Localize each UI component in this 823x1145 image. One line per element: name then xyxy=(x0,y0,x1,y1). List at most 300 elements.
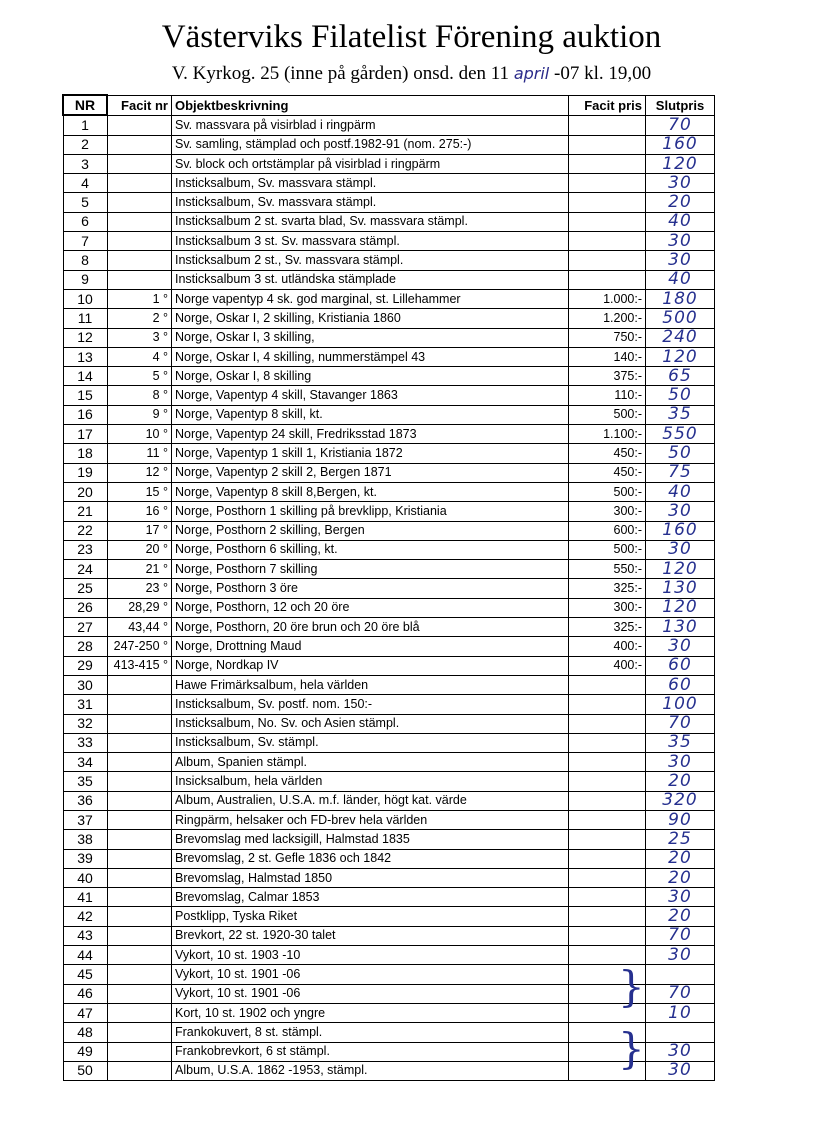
object-description: Norge, Posthorn, 20 öre brun och 20 öre blå xyxy=(172,618,569,637)
table-row xyxy=(63,772,715,791)
lot-number: 15 xyxy=(63,386,107,405)
handwritten-brace-45-46: } xyxy=(618,962,645,1011)
table-row xyxy=(63,463,715,482)
facit-price xyxy=(569,115,646,135)
final-price: 30 xyxy=(646,946,715,965)
facit-number xyxy=(107,733,172,752)
facit-price xyxy=(569,212,646,231)
table-row xyxy=(63,1061,715,1080)
table-row xyxy=(63,135,715,154)
facit-number: 28,29 ° xyxy=(107,598,172,617)
lot-number: 35 xyxy=(63,772,107,791)
object-description: Frankobrevkort, 6 st stämpl. xyxy=(172,1042,569,1061)
facit-number xyxy=(107,251,172,270)
lot-number: 4 xyxy=(63,174,107,193)
lot-number: 44 xyxy=(63,946,107,965)
table-row xyxy=(63,849,715,868)
facit-number xyxy=(107,830,172,849)
object-description: Vykort, 10 st. 1901 -06 xyxy=(172,965,569,984)
lot-number: 31 xyxy=(63,695,107,714)
object-description: Insticksalbum 3 st. utländska stämplade xyxy=(172,270,569,289)
facit-number xyxy=(107,907,172,926)
page-title: Västerviks Filatelist Förening auktion xyxy=(161,19,662,55)
facit-number xyxy=(107,174,172,193)
lot-number: 16 xyxy=(63,405,107,424)
table-row xyxy=(63,482,715,501)
facit-number xyxy=(107,1061,172,1080)
final-price: 20 xyxy=(646,849,715,868)
lot-number: 47 xyxy=(63,1003,107,1022)
facit-number: 3 ° xyxy=(107,328,172,347)
lot-number: 24 xyxy=(63,560,107,579)
lot-number: 40 xyxy=(63,868,107,887)
lot-number: 20 xyxy=(63,482,107,501)
table-row xyxy=(63,695,715,714)
final-price: 35 xyxy=(646,405,715,424)
table-row xyxy=(63,115,715,135)
final-price: 70 xyxy=(646,926,715,945)
facit-price xyxy=(569,888,646,907)
facit-price xyxy=(569,926,646,945)
object-description: Norge, Vapentyp 24 skill, Fredriksstad 1873 xyxy=(172,425,569,444)
facit-price: 110:- xyxy=(569,386,646,405)
lot-number: 13 xyxy=(63,347,107,366)
facit-number xyxy=(107,1023,172,1042)
table-row xyxy=(63,907,715,926)
object-description: Insticksalbum 3 st. Sv. massvara stämpl. xyxy=(172,232,569,251)
lot-number: 14 xyxy=(63,367,107,386)
object-description: Postklipp, Tyska Riket xyxy=(172,907,569,926)
facit-price xyxy=(569,270,646,289)
object-description: Ringpärm, helsaker och FD-brev hela världen xyxy=(172,810,569,829)
facit-price: 550:- xyxy=(569,560,646,579)
facit-number xyxy=(107,849,172,868)
final-price: 30 xyxy=(646,251,715,270)
final-price: 40 xyxy=(646,270,715,289)
facit-number: 16 ° xyxy=(107,502,172,521)
final-price: 320 xyxy=(646,791,715,810)
final-price: 120 xyxy=(646,347,715,366)
object-description: Norge, Nordkap IV xyxy=(172,656,569,675)
facit-price: 1.200:- xyxy=(569,309,646,328)
lot-number: 46 xyxy=(63,984,107,1003)
facit-price xyxy=(569,753,646,772)
final-price: 20 xyxy=(646,193,715,212)
header-nr: NR xyxy=(63,95,107,115)
lot-number: 28 xyxy=(63,637,107,656)
facit-number: 5 ° xyxy=(107,367,172,386)
object-description: Norge, Posthorn, 12 och 20 öre xyxy=(172,598,569,617)
table-row xyxy=(63,154,715,173)
facit-number xyxy=(107,714,172,733)
final-price: 30 xyxy=(646,888,715,907)
table-row xyxy=(63,637,715,656)
final-price: 160 xyxy=(646,135,715,154)
table-row xyxy=(63,309,715,328)
final-price xyxy=(646,1023,715,1042)
header-facit-pris: Facit pris xyxy=(569,95,646,115)
table-row xyxy=(63,193,715,212)
facit-number: 15 ° xyxy=(107,482,172,501)
lot-number: 5 xyxy=(63,193,107,212)
final-price: 70 xyxy=(646,984,715,1003)
facit-price xyxy=(569,733,646,752)
facit-price xyxy=(569,154,646,173)
table-row xyxy=(63,753,715,772)
object-description: Vykort, 10 st. 1903 -10 xyxy=(172,946,569,965)
final-price: 120 xyxy=(646,560,715,579)
facit-price xyxy=(569,772,646,791)
object-description: Insticksalbum, Sv. postf. nom. 150:- xyxy=(172,695,569,714)
object-description: Sv. massvara på visirblad i ringpärm xyxy=(172,115,569,135)
final-price: 120 xyxy=(646,598,715,617)
object-description: Frankokuvert, 8 st. stämpl. xyxy=(172,1023,569,1042)
table-row xyxy=(63,347,715,366)
table-row xyxy=(63,810,715,829)
final-price: 30 xyxy=(646,637,715,656)
table-row xyxy=(63,579,715,598)
lot-number: 7 xyxy=(63,232,107,251)
final-price: 130 xyxy=(646,579,715,598)
table-row xyxy=(63,656,715,675)
object-description: Vykort, 10 st. 1901 -06 xyxy=(172,984,569,1003)
facit-price xyxy=(569,675,646,694)
final-price: 30 xyxy=(646,502,715,521)
facit-number xyxy=(107,1003,172,1022)
final-price xyxy=(646,965,715,984)
object-description: Insticksalbum, Sv. massvara stämpl. xyxy=(172,193,569,212)
auction-details-text: V. Kyrkog. 25 (inne på gården) onsd. den 11 xyxy=(171,63,514,84)
final-price: 60 xyxy=(646,675,715,694)
table-row xyxy=(63,367,715,386)
facit-number: 247-250 ° xyxy=(107,637,172,656)
lot-number: 6 xyxy=(63,212,107,231)
final-price: 50 xyxy=(646,386,715,405)
facit-number: 8 ° xyxy=(107,386,172,405)
facit-number xyxy=(107,965,172,984)
final-price: 40 xyxy=(646,212,715,231)
table-row xyxy=(63,830,715,849)
object-description: Album, Spanien stämpl. xyxy=(172,753,569,772)
lot-number: 32 xyxy=(63,714,107,733)
header-description: Objektbeskrivning xyxy=(172,95,569,115)
table-row xyxy=(63,405,715,424)
final-price: 30 xyxy=(646,174,715,193)
facit-number: 43,44 ° xyxy=(107,618,172,637)
lot-number: 38 xyxy=(63,830,107,849)
final-price: 500 xyxy=(646,309,715,328)
facit-number: 2 ° xyxy=(107,309,172,328)
final-price: 180 xyxy=(646,289,715,308)
table-row xyxy=(63,289,715,308)
table-row xyxy=(63,540,715,559)
facit-price: 300:- xyxy=(569,598,646,617)
lot-number: 48 xyxy=(63,1023,107,1042)
object-description: Norge, Vapentyp 4 skill, Stavanger 1863 xyxy=(172,386,569,405)
facit-number xyxy=(107,984,172,1003)
table-row xyxy=(63,270,715,289)
final-price: 70 xyxy=(646,714,715,733)
table-row xyxy=(63,386,715,405)
table-body xyxy=(63,115,715,1080)
table-row xyxy=(63,965,715,984)
final-price: 550 xyxy=(646,425,715,444)
table-row xyxy=(63,618,715,637)
object-description: Norge, Posthorn 7 skilling xyxy=(172,560,569,579)
facit-number xyxy=(107,154,172,173)
facit-number: 20 ° xyxy=(107,540,172,559)
facit-number xyxy=(107,1042,172,1061)
final-price: 25 xyxy=(646,830,715,849)
auction-details xyxy=(0,60,823,88)
facit-price: 400:- xyxy=(569,637,646,656)
facit-price: 325:- xyxy=(569,579,646,598)
facit-price xyxy=(569,830,646,849)
facit-number xyxy=(107,926,172,945)
object-description: Insticksalbum 2 st. svarta blad, Sv. massvara stämpl. xyxy=(172,212,569,231)
facit-number xyxy=(107,232,172,251)
object-description: Insticksalbum, No. Sv. och Asien stämpl. xyxy=(172,714,569,733)
table-row xyxy=(63,1003,715,1022)
facit-price xyxy=(569,907,646,926)
object-description: Norge, Posthorn 2 skilling, Bergen xyxy=(172,521,569,540)
facit-price: 750:- xyxy=(569,328,646,347)
facit-number xyxy=(107,695,172,714)
final-price: 20 xyxy=(646,772,715,791)
facit-price xyxy=(569,135,646,154)
facit-number xyxy=(107,193,172,212)
final-price: 35 xyxy=(646,733,715,752)
header-facit-nr: Facit nr xyxy=(107,95,172,115)
object-description: Brevomslag, 2 st. Gefle 1836 och 1842 xyxy=(172,849,569,868)
object-description: Kort, 10 st. 1902 och yngre xyxy=(172,1003,569,1022)
facit-price: 1.000:- xyxy=(569,289,646,308)
handwritten-month: april xyxy=(513,64,550,83)
final-price: 90 xyxy=(646,810,715,829)
lot-number: 2 xyxy=(63,135,107,154)
lot-number: 29 xyxy=(63,656,107,675)
table-row xyxy=(63,212,715,231)
lot-number: 49 xyxy=(63,1042,107,1061)
table-row xyxy=(63,328,715,347)
table-row xyxy=(63,733,715,752)
table-header-row xyxy=(63,95,715,115)
facit-price: 500:- xyxy=(569,405,646,424)
final-price: 160 xyxy=(646,521,715,540)
object-description: Brevomslag, Calmar 1853 xyxy=(172,888,569,907)
object-description: Norge, Drottning Maud xyxy=(172,637,569,656)
facit-number: 12 ° xyxy=(107,463,172,482)
facit-price xyxy=(569,868,646,887)
facit-number xyxy=(107,868,172,887)
object-description: Norge, Vapentyp 1 skill 1, Kristiania 1872 xyxy=(172,444,569,463)
facit-price: 325:- xyxy=(569,618,646,637)
final-price: 30 xyxy=(646,1061,715,1080)
lot-table xyxy=(62,94,715,1081)
lot-number: 39 xyxy=(63,849,107,868)
table-row xyxy=(63,425,715,444)
auction-time: -07 kl. 19,00 xyxy=(549,63,652,84)
object-description: Brevkort, 22 st. 1920-30 talet xyxy=(172,926,569,945)
lot-number: 50 xyxy=(63,1061,107,1080)
final-price: 60 xyxy=(646,656,715,675)
table-row xyxy=(63,444,715,463)
final-price: 30 xyxy=(646,1042,715,1061)
facit-number: 23 ° xyxy=(107,579,172,598)
facit-price: 140:- xyxy=(569,347,646,366)
facit-number: 10 ° xyxy=(107,425,172,444)
lot-number: 18 xyxy=(63,444,107,463)
facit-number xyxy=(107,772,172,791)
lot-number: 12 xyxy=(63,328,107,347)
table-row xyxy=(63,598,715,617)
object-description: Sv. samling, stämplad och postf.1982-91 (nom. 275:-) xyxy=(172,135,569,154)
lot-number: 27 xyxy=(63,618,107,637)
final-price: 10 xyxy=(646,1003,715,1022)
facit-number xyxy=(107,115,172,135)
facit-price: 500:- xyxy=(569,482,646,501)
lot-number: 9 xyxy=(63,270,107,289)
facit-price xyxy=(569,695,646,714)
lot-number: 42 xyxy=(63,907,107,926)
final-price: 240 xyxy=(646,328,715,347)
facit-number xyxy=(107,212,172,231)
object-description: Norge, Vapentyp 2 skill 2, Bergen 1871 xyxy=(172,463,569,482)
facit-number: 9 ° xyxy=(107,405,172,424)
table-row xyxy=(63,984,715,1003)
table-row xyxy=(63,174,715,193)
table-row xyxy=(63,1042,715,1061)
table-row xyxy=(63,1023,715,1042)
table-row xyxy=(63,926,715,945)
lot-number: 25 xyxy=(63,579,107,598)
facit-price: 500:- xyxy=(569,540,646,559)
facit-price: 450:- xyxy=(569,463,646,482)
final-price: 20 xyxy=(646,868,715,887)
final-price: 100 xyxy=(646,695,715,714)
table-row xyxy=(63,232,715,251)
facit-number: 11 ° xyxy=(107,444,172,463)
facit-price xyxy=(569,714,646,733)
lot-number: 45 xyxy=(63,965,107,984)
facit-price: 1.100:- xyxy=(569,425,646,444)
table-row xyxy=(63,888,715,907)
header-slutpris: Slutpris xyxy=(646,95,715,115)
final-price: 20 xyxy=(646,907,715,926)
table-row xyxy=(63,502,715,521)
table-row xyxy=(63,946,715,965)
lot-number: 8 xyxy=(63,251,107,270)
object-description: Insicksalbum, hela världen xyxy=(172,772,569,791)
lot-number: 22 xyxy=(63,521,107,540)
object-description: Hawe Frimärksalbum, hela världen xyxy=(172,675,569,694)
facit-price xyxy=(569,232,646,251)
handwritten-brace-48-49: } xyxy=(618,1024,645,1073)
facit-price xyxy=(569,193,646,212)
facit-price: 450:- xyxy=(569,444,646,463)
facit-number: 1 ° xyxy=(107,289,172,308)
final-price: 70 xyxy=(646,115,715,135)
facit-number xyxy=(107,810,172,829)
lot-number: 11 xyxy=(63,309,107,328)
facit-price: 300:- xyxy=(569,502,646,521)
facit-price xyxy=(569,810,646,829)
object-description: Insticksalbum 2 st., Sv. massvara stämpl. xyxy=(172,251,569,270)
facit-price: 600:- xyxy=(569,521,646,540)
lot-number: 10 xyxy=(63,289,107,308)
table-row xyxy=(63,521,715,540)
lot-number: 26 xyxy=(63,598,107,617)
lot-number: 36 xyxy=(63,791,107,810)
table-row xyxy=(63,714,715,733)
final-price: 30 xyxy=(646,232,715,251)
facit-number: 413-415 ° xyxy=(107,656,172,675)
final-price: 130 xyxy=(646,618,715,637)
facit-price: 375:- xyxy=(569,367,646,386)
lot-number: 41 xyxy=(63,888,107,907)
final-price: 30 xyxy=(646,540,715,559)
final-price: 120 xyxy=(646,154,715,173)
object-description: Norge, Oskar I, 3 skilling, xyxy=(172,328,569,347)
facit-number: 17 ° xyxy=(107,521,172,540)
facit-price xyxy=(569,791,646,810)
facit-number xyxy=(107,270,172,289)
lot-number: 3 xyxy=(63,154,107,173)
object-description: Sv. block och ortstämplar på visirblad i ringpärm xyxy=(172,154,569,173)
facit-number xyxy=(107,675,172,694)
table-row xyxy=(63,791,715,810)
lot-number: 23 xyxy=(63,540,107,559)
facit-number xyxy=(107,791,172,810)
object-description: Insticksalbum, Sv. massvara stämpl. xyxy=(172,174,569,193)
final-price: 75 xyxy=(646,463,715,482)
facit-price: 400:- xyxy=(569,656,646,675)
final-price: 30 xyxy=(646,753,715,772)
facit-price xyxy=(569,849,646,868)
facit-number xyxy=(107,888,172,907)
table-row xyxy=(63,251,715,270)
lot-number: 33 xyxy=(63,733,107,752)
lot-number: 43 xyxy=(63,926,107,945)
lot-number: 34 xyxy=(63,753,107,772)
facit-number xyxy=(107,753,172,772)
lot-number: 19 xyxy=(63,463,107,482)
facit-price xyxy=(569,251,646,270)
facit-number: 21 ° xyxy=(107,560,172,579)
object-description: Norge, Vapentyp 8 skill, kt. xyxy=(172,405,569,424)
object-description: Norge, Oskar I, 8 skilling xyxy=(172,367,569,386)
object-description: Norge, Oskar I, 4 skilling, nummerstämpel 43 xyxy=(172,347,569,366)
final-price: 65 xyxy=(646,367,715,386)
facit-price xyxy=(569,174,646,193)
final-price: 40 xyxy=(646,482,715,501)
facit-number xyxy=(107,946,172,965)
facit-number xyxy=(107,135,172,154)
object-description: Insticksalbum, Sv. stämpl. xyxy=(172,733,569,752)
object-description: Album, Australien, U.S.A. m.f. länder, högt kat. värde xyxy=(172,791,569,810)
lot-number: 37 xyxy=(63,810,107,829)
object-description: Brevomslag, Halmstad 1850 xyxy=(172,868,569,887)
table-row xyxy=(63,868,715,887)
object-description: Brevomslag med lacksigill, Halmstad 1835 xyxy=(172,830,569,849)
object-description: Norge, Posthorn 3 öre xyxy=(172,579,569,598)
object-description: Norge, Posthorn 1 skilling på brevklipp, Kristiania xyxy=(172,502,569,521)
object-description: Album, U.S.A. 1862 -1953, stämpl. xyxy=(172,1061,569,1080)
table-row xyxy=(63,560,715,579)
table-row xyxy=(63,675,715,694)
object-description: Norge, Oskar I, 2 skilling, Kristiania 1860 xyxy=(172,309,569,328)
object-description: Norge, Posthorn 6 skilling, kt. xyxy=(172,540,569,559)
